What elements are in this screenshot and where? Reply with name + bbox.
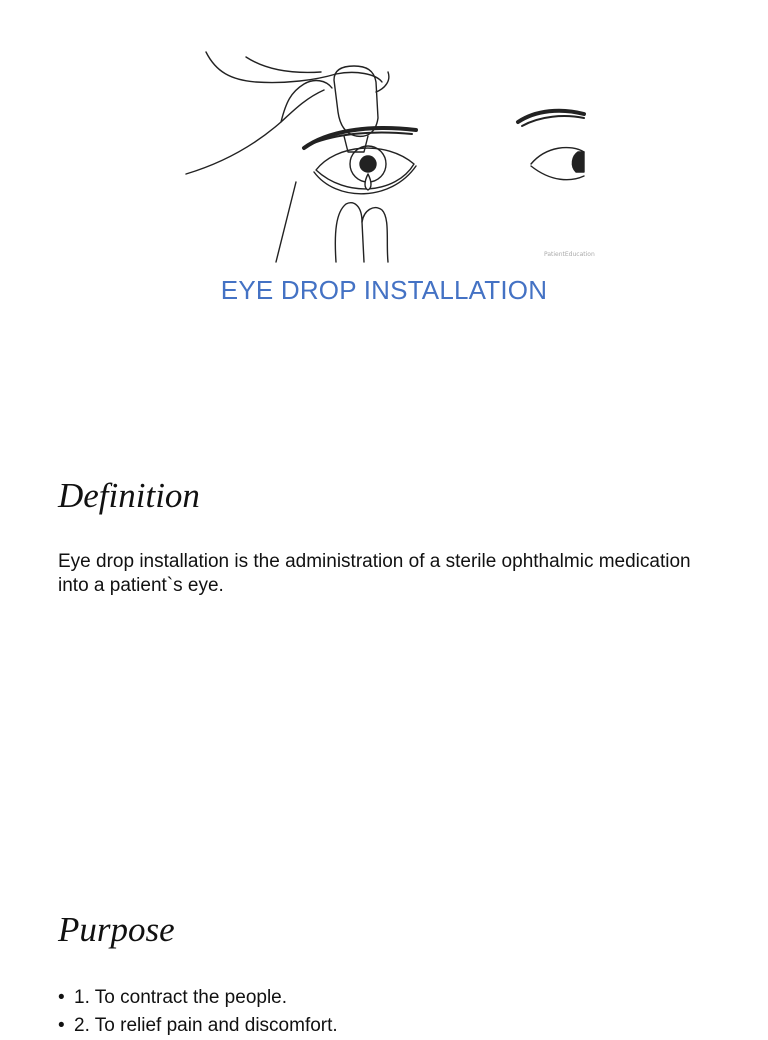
- definition-slide: [0, 432, 768, 864]
- svg-text:PatientEducation: PatientEducation: [544, 251, 595, 258]
- definition-text: Eye drop installation is the administration of a sterile ophthalmic medication into a patient`s eye.: [58, 551, 691, 596]
- definition-heading: Definition: [58, 476, 200, 515]
- list-item: [58, 984, 338, 1012]
- list-item: [58, 1012, 338, 1040]
- eye-drop-illustration-icon: [186, 52, 595, 262]
- purpose-heading: Purpose: [58, 910, 175, 949]
- slide-title: EYE DROP INSTALLATION: [220, 275, 548, 305]
- purpose-item-text: 1. To contract the people.: [74, 987, 288, 1008]
- purpose-list: [58, 984, 338, 1040]
- purpose-slide: [0, 864, 768, 1036]
- purpose-item-text: 2. To relief pain and discomfort.: [74, 1015, 338, 1036]
- title-slide: [0, 0, 768, 432]
